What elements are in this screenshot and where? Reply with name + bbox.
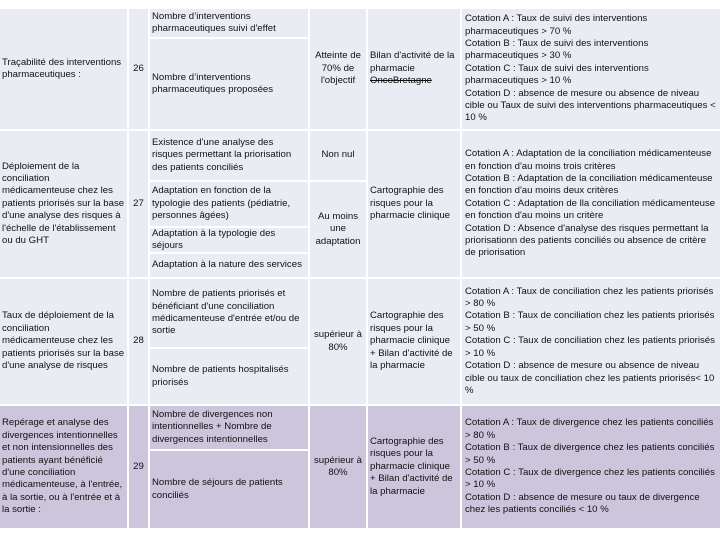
component-text: Adaptation à la nature des services (152, 259, 302, 271)
target-cell (310, 9, 366, 129)
component-text: Nombre de patients priorisés et bénéficiant d'une conciliation médicamenteuse d'entrée et/ou de sortie (152, 288, 300, 337)
cotation-a: Cotation A : Taux de conciliation chez les patients priorisés > 80 % (465, 285, 714, 310)
indicator-text: Taux de déploiement de la conciliation médicamenteuse chez les patients priorisés sur la base d'une analyse de risques (2, 310, 125, 372)
target-cell (310, 182, 366, 277)
cotation-b: Cotation B : Taux de suivi des interventions pharmaceutiques > 30 % (465, 37, 649, 62)
cotation-cell (462, 131, 720, 277)
component-text: Nombre de patients hospitalisés priorisés (152, 364, 289, 388)
target-cell (310, 406, 366, 528)
source-text: Cartographie des risques pour la pharmacie clinique + Bilan d'activité de la pharmacie (370, 435, 453, 497)
component-cell (150, 39, 308, 129)
component-cell (150, 9, 308, 37)
indicator-cell (0, 406, 127, 528)
source-text: Cartographie des risques pour la pharmacie clinique + Bilan d'activité de la pharmacie (370, 310, 453, 372)
indicator-number: 26 (133, 62, 144, 74)
source-struck-text: OncoBretagne (370, 75, 432, 87)
component-text: Adaptation en fonction de la typologie des patients (pédiatrie, personnes âgées) (152, 185, 291, 222)
target-text: supérieur à 80% (314, 454, 362, 478)
source-text: Cartographie des risques pour la pharmacie clinique (370, 185, 450, 222)
cotation-b: Cotation B : Taux de conciliation chez les patients priorisés > 50 % (465, 310, 715, 334)
indicator-text: Traçabilité des interventions pharmaceutiques : (2, 56, 122, 80)
component-text: Existence d'une analyse des risques permettant la priorisation des patients conciliés (152, 136, 292, 173)
cotation-cell (462, 279, 720, 404)
cotation-c: Cotation C : Taux de conciliation chez les patients priorisés > 10 % (465, 335, 715, 359)
target-cell (310, 131, 366, 180)
component-text: Nombre de divergences non intentionnelles + Nombre de divergences intentionnelles (152, 408, 273, 445)
component-cell (150, 349, 308, 404)
source-cell (368, 131, 460, 277)
indicator-cell (0, 9, 127, 129)
cotation-b: Cotation B : Taux de divergence chez les patients conciliés > 50 % (465, 442, 715, 466)
component-cell (150, 228, 308, 252)
component-cell (150, 131, 308, 180)
component-text: Nombre de séjours de patients conciliés (152, 477, 283, 501)
source-cell (368, 9, 460, 129)
component-cell (150, 254, 308, 277)
cotation-cell (462, 406, 720, 528)
source-text: Bilan d'activité de la pharmacie (370, 50, 455, 74)
cotation-a: Cotation A : Taux de suivi des interventions pharmaceutiques > 70 % (465, 13, 648, 37)
indicator-text: Repérage et analyse des divergences intentionnelles et non intensionnelles des patients ayant bénéficié d'une conciliation médicamenteuse, à l'entrée, à la sortie, ou à l'entrée et à la sortie : (2, 417, 123, 516)
cotation-d: Cotation D : absence de mesure ou taux de divergence chez les patients conciliés < 10 % (465, 491, 700, 516)
target-text: supérieur à 80% (314, 329, 362, 353)
source-cell (368, 279, 460, 404)
component-cell (150, 406, 308, 449)
component-cell (150, 451, 308, 528)
cotation-a: Cotation A : Adaptation de la conciliation médicamenteuse en fonction d'au moins trois critères (465, 148, 712, 172)
cotation-a: Cotation A : Taux de divergence chez les patients conciliés > 80 % (465, 417, 714, 441)
number-cell (129, 406, 148, 528)
component-text: Nombre d’interventions pharmaceutiques suivi d'effet (152, 10, 276, 34)
number-cell (129, 131, 148, 277)
number-cell (129, 9, 148, 129)
component-text: Adaptation à la typologie des séjours (152, 227, 276, 251)
cotation-cell (462, 9, 720, 129)
cotation-d: Cotation D : absence de mesure ou absence de niveau cible ou Taux de suivi des interventions pharmaceutiques < 10 % (465, 87, 716, 124)
indicator-number: 28 (133, 335, 144, 347)
cotation-c: Cotation C : Adaptation de lla conciliation médicamenteuse en fonction d'au moins un critère (465, 197, 716, 222)
cotation-d: Cotation D : absence de mesure ou absence de niveau cible ou taux de conciliation chez les patients priorisés< 10 % (465, 360, 715, 396)
cotation-c: Cotation C : Taux de divergence chez les patients conciliés > 10 % (465, 467, 715, 491)
indicator-number: 29 (133, 460, 144, 472)
number-cell (129, 279, 148, 404)
cotation-d: Cotation D : Absence d'analyse des risques permettant la priorisationn des patients conciliés ou absence de critère de priorisation (465, 222, 709, 259)
indicator-cell (0, 131, 127, 277)
target-text: Atteinte de 70% de l'objectif (315, 50, 361, 87)
indicator-text: Déploiement de la conciliation médicamenteuse chez les patients priorisés sur la base d'une analyse des risques à l'échelle de l'établissement ou du GHT (2, 160, 125, 247)
component-cell (150, 182, 308, 226)
component-text: Nombre d’interventions pharmaceutiques proposées (152, 71, 274, 95)
cotation-b: Cotation B : Adaptation de la conciliation médicamenteuse en fonction d'au moins deux critères (465, 172, 713, 197)
target-text: Au moins une adaptation (315, 210, 361, 247)
source-cell (368, 406, 460, 528)
target-text: Non nul (321, 149, 355, 161)
indicator-number: 27 (133, 197, 144, 209)
component-cell (150, 279, 308, 347)
indicator-cell (0, 279, 127, 404)
cotation-c: Cotation C : Taux de suivi des interventions pharmaceutiques > 10 % (465, 62, 649, 87)
target-cell (310, 279, 366, 404)
